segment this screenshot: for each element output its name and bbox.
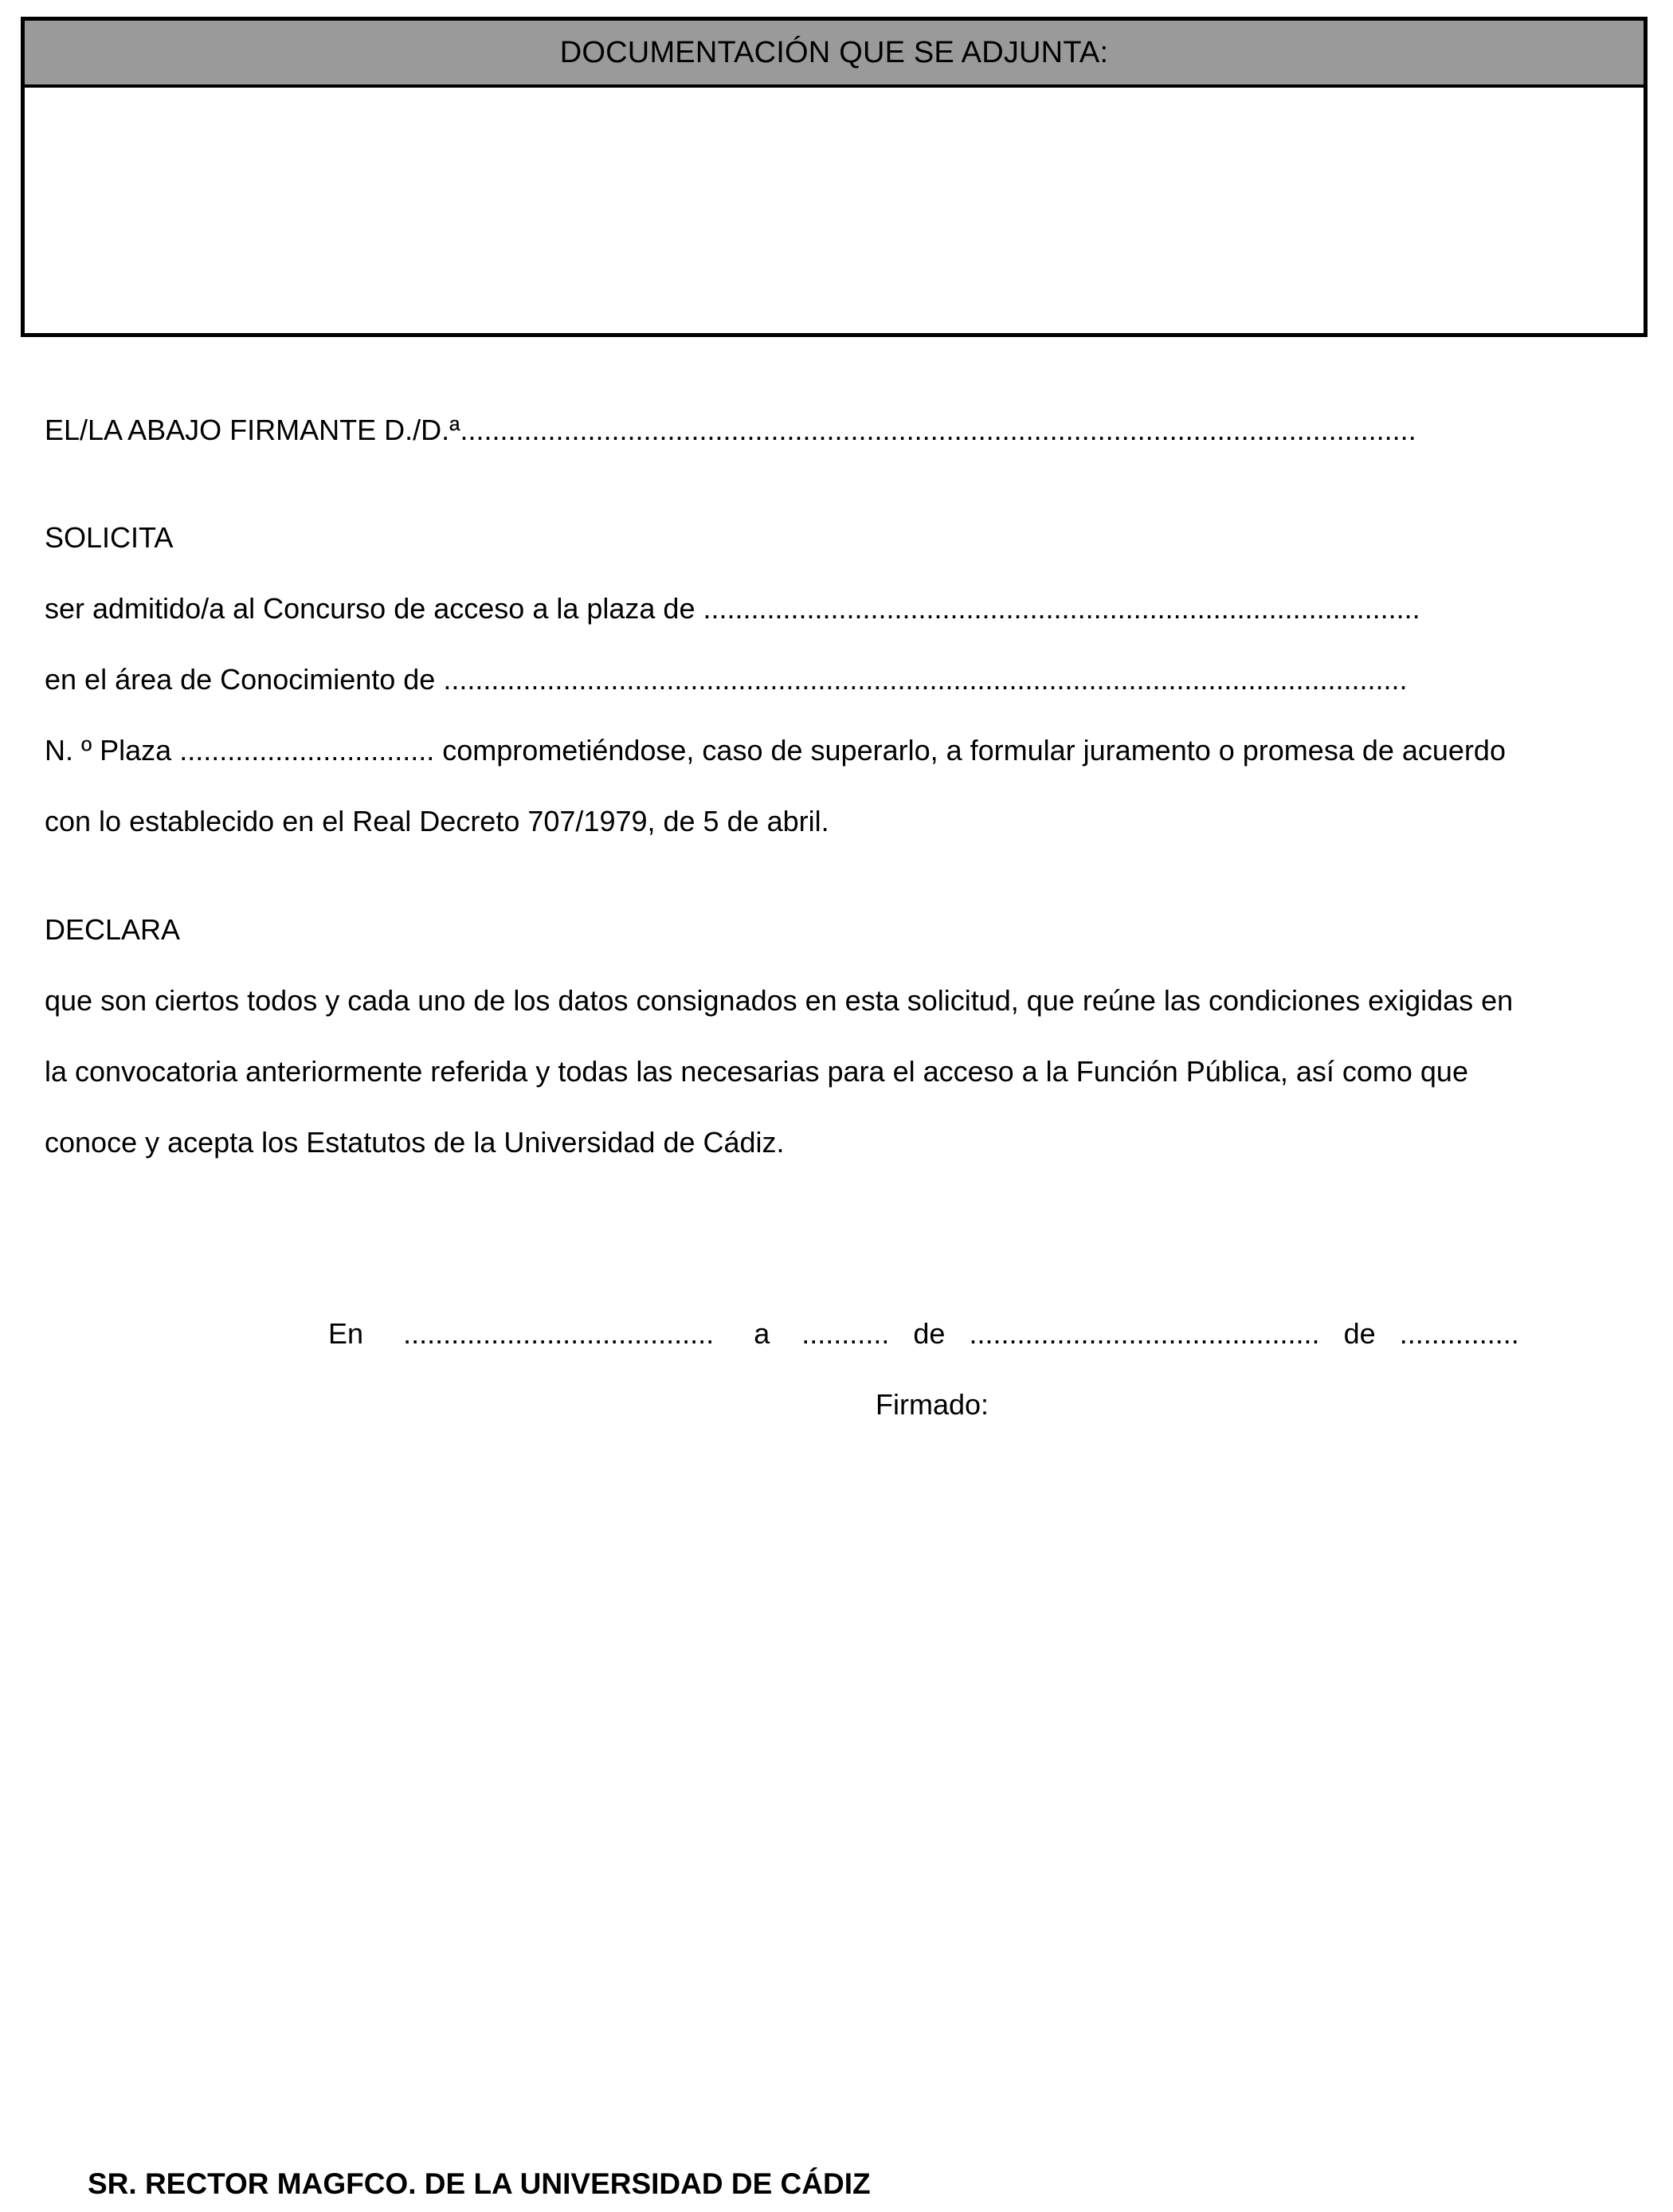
signature-label: Firmado: (876, 1388, 989, 1421)
attachments-area[interactable] (25, 88, 1644, 333)
solicita-line-2: en el área de Conocimiento de ......................................................................................................................... (45, 663, 1408, 696)
date-place-blank[interactable]: ....................................... (403, 1317, 715, 1350)
date-a-label: a (754, 1317, 770, 1350)
date-de-label-1: de (913, 1317, 946, 1350)
attachments-box (21, 17, 1648, 337)
declara-line-1: que son ciertos todos y cada uno de los datos consignados en esta solicitud, que reúne las condiciones exigidas en (45, 984, 1514, 1017)
solicita-heading: SOLICITA (45, 521, 174, 554)
date-day-blank[interactable]: ........... (801, 1317, 890, 1350)
date-year-blank[interactable]: ............... (1399, 1317, 1519, 1350)
date-month-blank[interactable]: ............................................ (969, 1317, 1320, 1350)
declara-line-2: la convocatoria anteriormente referida y todas las necesarias para el acceso a la Función Pública, así como que (45, 1055, 1468, 1088)
solicita-line-1: ser admitido/a al Concurso de acceso a la plaza de .......................................................................................... (45, 592, 1420, 625)
addressee-footer: SR. RECTOR MAGFCO. DE LA UNIVERSIDAD DE CÁDIZ (88, 2167, 871, 2200)
date-place-line (328, 1317, 1519, 1350)
declara-heading: DECLARA (45, 913, 181, 946)
signer-name-line: EL/LA ABAJO FIRMANTE D./D.ª........................................................................................................................ (45, 414, 1416, 446)
solicita-line-4: con lo establecido en el Real Decreto 707/1979, de 5 de abril. (45, 805, 829, 837)
solicita-line-3: N. º Plaza ................................ comprometiéndose, caso de superarlo, a formular juramento o promesa de acuerdo (45, 734, 1506, 767)
date-de-label-2: de (1343, 1317, 1376, 1350)
date-en-label: En (328, 1317, 364, 1350)
declara-line-3: conoce y acepta los Estatutos de la Universidad de Cádiz. (45, 1126, 785, 1159)
attachments-header: DOCUMENTACIÓN QUE SE ADJUNTA: (25, 21, 1644, 88)
